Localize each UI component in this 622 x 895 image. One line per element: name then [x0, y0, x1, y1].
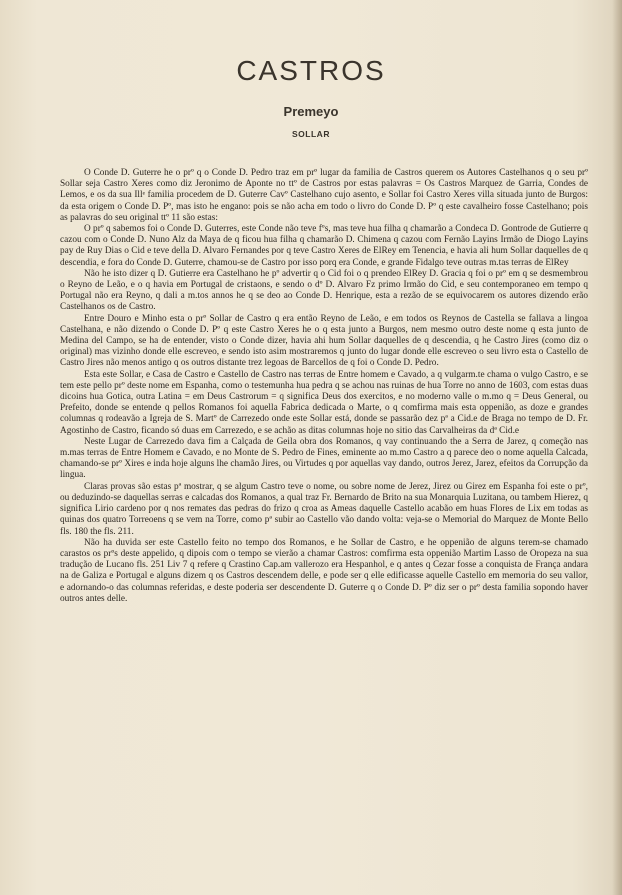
page-title: CASTROS	[236, 55, 386, 86]
paragraph: Não he isto dizer q D. Gutierre era Castelhano he pº advertir q o Cid foi o q prendeo ElRey D. Gracia q foi o prº em q se desmembrou o Reyno de Leão, e o q havia em Portugal de cristaons, e sendo o dº D. Alvaro Fz primo Irmão do Cid, e seu contemporaneo em tempo q Portugal não era Reyno, q dali a m.tos annos he q se deo ao Conde D. Henrique, esta a rezão de se equivocarem os autores dizendo erão Castelhanos os de Castro.	[60, 268, 588, 313]
page-subtitle: Premeyo	[283, 104, 339, 119]
body-text	[60, 168, 588, 605]
paragraph: Esta este Sollar, e Casa de Castro e Castello de Castro nas terras de Entre homem e Cavado, a q vulgarm.te chama o vulgo Castro, e se tem este pello prº deste nome em Espanha, como o testemunha hua pedra q se achou nas ruinas de hua Torre no anno de 1603, com estas duas dicoins hua Gotica, outra Latina = em Deus Castrorum = q significa Deus dos exercitos, e no moderno valle o m.mo q = Deus General, ou Prefeito, donde se entende q pellos Romanos foi aquella Fabrica dedicada o Marte, o q comfirma mais esta oppenião, as doze e grandes columnas q rodeavão a Igreja de S. Martº de Carrezedo onde este Sollar está, donde se passarão dez pª a Cid.e de Braga no tempo de D. Fr. Agostinho de Castro, ficando só duas em Carrezedo, e se achão as ditas columnas hoje no sitio das Carvalheiras da dª Cid.e	[60, 369, 588, 436]
paragraph: Não ha duvida ser este Castello feito no tempo dos Romanos, e he Sollar de Castro, e he oppenião de alguns terem-se chamado carastos os prºs deste appelido, q dipois com o tempo se vierão a chamar Castros: comfirma esta oppenião Martim Lasso de Oropeza na sua tradução de Lucano fls. 251 Liv 7 q refere q Crastino Cap.am vallerozo era Hespanhol, e q antes q Cezar fosse a conquista de França andara na de Galiza e Portugal e alguns dizem q os Castros descendem delle, e pode ser q elle edificasse aquelle Castello em memoria do seu vallor, e adornando-o das columnas referidas, e deste poderia ser descendente D. Guterre q o Conde D. Pº diz ser o prº desta familia sopondo haver outros antes delle.	[60, 537, 588, 604]
paragraph: O prº q sabemos foi o Conde D. Guterres, este Conde não teve fºs, mas teve hua filha q chamarão a Condeca D. Gontrode de Gutierre q cazou com o Conde D. Nuno Alz da Maya de q ficou hua filha q chamarão D. Chimena q cazou com Fernão Layins Irmão de Diogo Layins pay de Ruy Dias o Cid e teve della D. Alvaro Fernandes por q teve Castro Xeres de ElRey em Tenencia, e havia ali hum Sollar daquelles de q descendia, e fora do Conde D. Guterre, chamou-se de Castro por isso porq era Conde, e grande Fidalgo teve outras m.tas terras de ElRey	[60, 224, 588, 268]
section-heading: SOLLAR	[292, 129, 330, 139]
paragraph: Neste Lugar de Carrezedo dava fim a Calçada de Geila obra dos Romanos, q vay continuando the a Serra de Jarez, q começão nas m.mas terras de Entre Homem e Cavado, e no Monte de S. Pedro de Fines, eminente ao m.mo Castro a q parece deo o nome aquella Calcada, chamando-se prº Xires e inda hoje alguns lhe chamão Jires, ou Virtudes q por aquellas vay dando, outros Jerez, Jarez, efeitos da Corrupção da lingua.	[60, 436, 588, 481]
paragraph: O Conde D. Guterre he o prº q o Conde D. Pedro traz em prº lugar da familia de Castros querem os Autores Castelhanos q o seu prº Sollar seja Castro Xeres como diz Jeronimo de Aponte no ttº de Castros por estas palavras = Os Castros Marquez de Garria, Condes de Lemos, e os da sua Illᵉ familia procedem de D. Guterre Cavº Castelhano cujo asento, e Sollar foi Castro Xeres villa situada junto de Burgos: da esta origem o Conde D. Pº, mas isto he engano: pois se não acha em todo o livro do Conde D. Pº q este cavalheiro fosse Castelhano; pois as palavras do seu original ttº 11 são estas:	[60, 168, 588, 223]
paragraph: Entre Douro e Minho esta o prº Sollar de Castro q era então Reyno de Leão, e em todos os Reynos de Castella se fallava a lingoa Castelhana, e não dizendo o Conde D. Pº q este Castro Xeres he o q esta junto a Burgos, nem mesmo outro deste nome q esta junto de Medina del Campo, se ha de entender, visto o Conde dizer, havia ahi hum Sollar daquelles de q descendia, q he Castro Jires (como diz o original) mas vizinho donde elle escreveo, e sendo isto asim mostraremos q junto do lugar donde elle escreveo o seu livro esta o Castello de Castro Jires não menos antigo q os outros distante trez legoas de Barcellos de q foi o Conde D. Pedro.	[60, 313, 588, 369]
paragraph: Claras provas são estas pª mostrar, q se algum Castro teve o nome, ou sobre nome de Jerez, Jirez ou Girez em Espanha foi este o prº, ou deduzindo-se daquellas serras e calcadas dos Romanos, a qual traz Fr. Bernardo de Brito na sua Monarquia Luzitana, ou tambem Hierez, q significa Lirio cardeno por q nos remates das pedras do frizo q croa as Ameas daquelle Castello acabão em huas Flores de Lix em todas as quinas dos quatro Torreoens q se vem na Torre, como pª subir ao Castello vão dando volta: veja-se o Memorial do Marquez de Monte Bello fls. 180 the fls. 211.	[60, 481, 588, 537]
